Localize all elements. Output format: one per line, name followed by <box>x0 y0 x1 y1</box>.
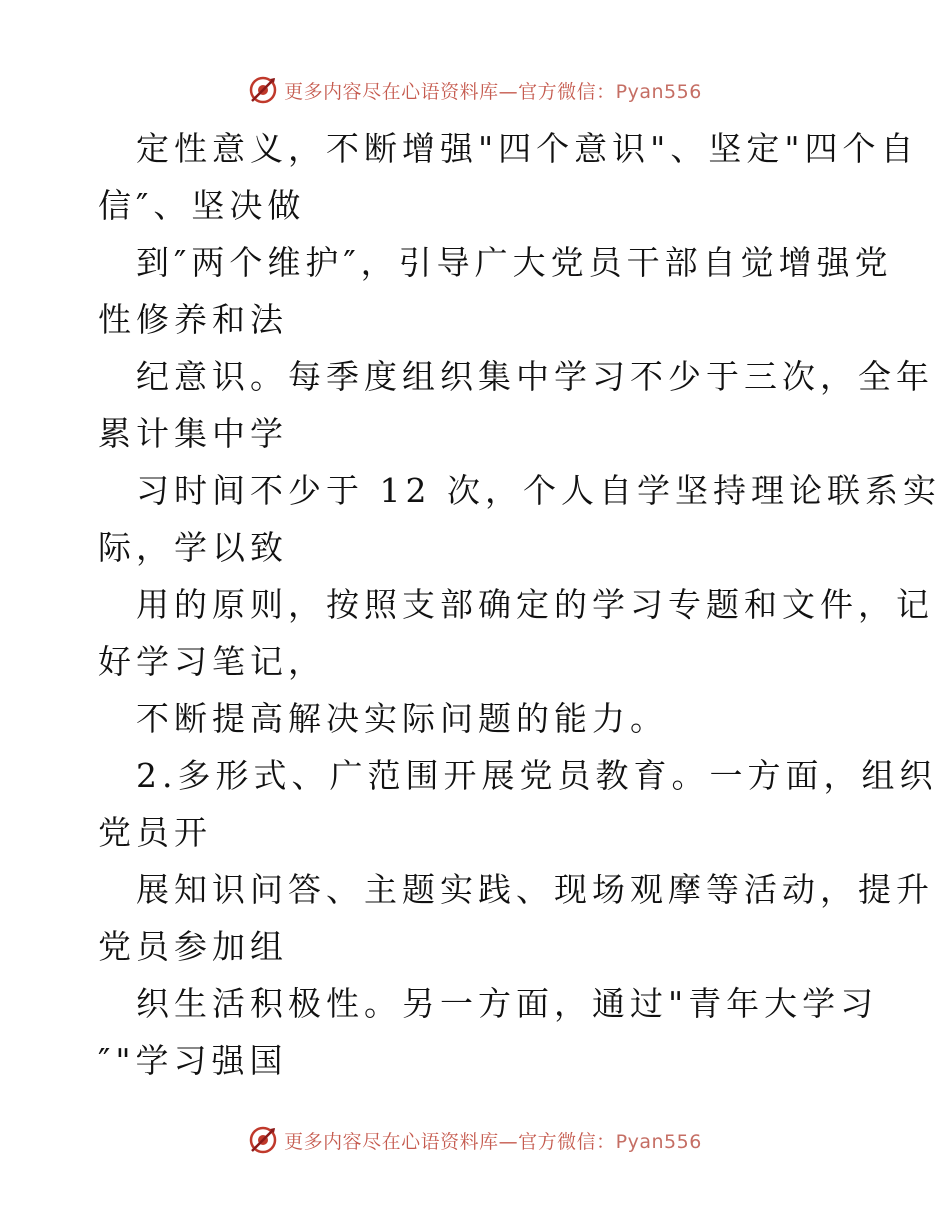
watermark-text: 更多内容尽在心语资料库—官方微信：Pyan556 <box>284 80 702 103</box>
document-body <box>98 120 941 1089</box>
text-line: 用的原则，按照支部确定的学习专题和文件，记 <box>136 585 934 624</box>
text-line: 纪意识。每季度组织集中学习不少于三次，全年 <box>136 357 934 396</box>
text-line: 到″两个维护″，引导广大党员干部自觉增强党 <box>136 243 893 282</box>
text-line: 累计集中学 <box>98 414 288 453</box>
text-line: 展知识问答、主题实践、现场观摩等活动，提升 <box>136 870 934 909</box>
text-line: 际，学以致 <box>98 528 288 567</box>
text-line: 党员参加组 <box>98 927 288 966</box>
logo-icon <box>248 1125 278 1155</box>
text-line: 不断提高解决实际问题的能力。 <box>136 699 668 738</box>
footer-watermark <box>0 1120 950 1160</box>
watermark-handle: Pyan556 <box>615 1130 702 1153</box>
text-line: 性修养和法 <box>98 300 288 339</box>
text-line: 定性意义，不断增强"四个意识"、坚定"四个自 <box>136 129 919 168</box>
text-line: 信″、坚决做 <box>98 186 306 225</box>
text-line: 好学习笔记， <box>98 642 326 681</box>
logo-icon <box>248 75 278 105</box>
watermark-handle: Pyan556 <box>615 80 702 103</box>
text-line: 织生活积极性。另一方面，通过"青年大学习 <box>136 984 879 1023</box>
watermark-text: 更多内容尽在心语资料库—官方微信：Pyan556 <box>284 1130 702 1153</box>
text-line: ″"学习强国 <box>98 1041 288 1080</box>
text-line: 党员开 <box>98 813 212 852</box>
header-watermark <box>0 70 950 110</box>
text-line: 习时间不少于 12 次，个人自学坚持理论联系实 <box>136 471 941 510</box>
text-line: 2.多形式、广范围开展党员教育。一方面，组织 <box>136 756 938 795</box>
